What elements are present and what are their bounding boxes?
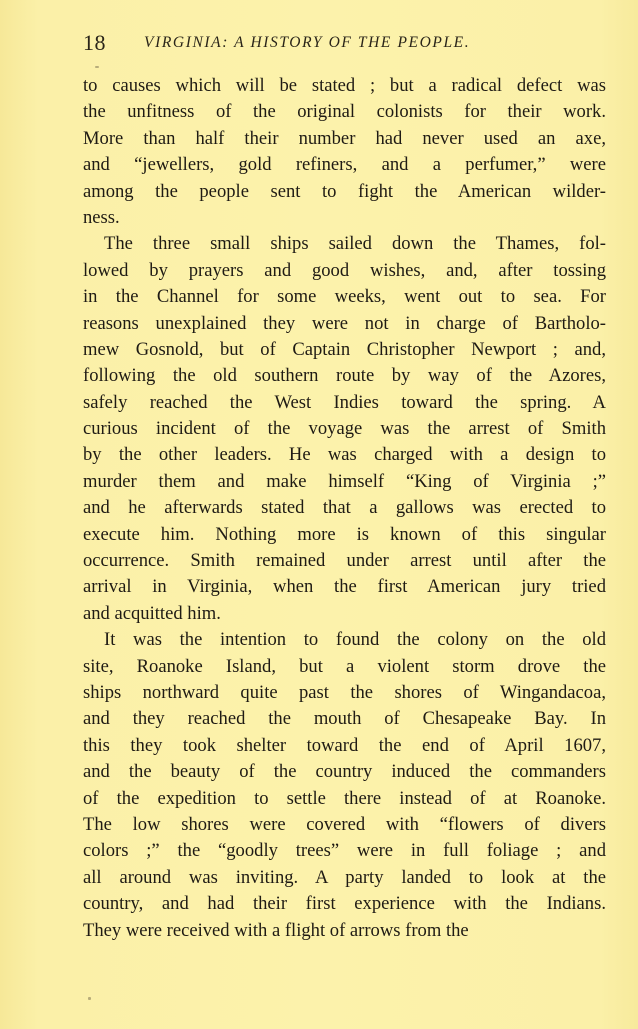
text-line: by the other leaders. He was charged with a design to [83, 444, 606, 466]
text-line: curious incident of the voyage was the arrest of Smith [83, 418, 606, 440]
page-header [83, 30, 553, 60]
text-line: this they took shelter toward the end of April 1607, [83, 734, 606, 756]
text-line: and he afterwards stated that a gallows was erected to [83, 497, 606, 519]
text-line: and “jewellers, gold refiners, and a perfumer,” were [83, 154, 606, 176]
text-line: and the beauty of the country induced the commanders [83, 761, 606, 783]
paragraph [83, 231, 606, 627]
text-line: lowed by prayers and good wishes, and, after tossing [83, 259, 606, 281]
paper-speck [88, 997, 91, 1000]
text-line: to causes which will be stated ; but a radical defect was [83, 75, 606, 96]
text-line: the unfitness of the original colonists for their work. [83, 101, 606, 123]
paper-speck [95, 66, 99, 68]
text-line: arrival in Virginia, when the first American jury tried [83, 576, 606, 598]
text-line: in the Channel for some weeks, went out to sea. For [83, 286, 606, 308]
text-line: colors ;” the “goodly trees” were in full foliage ; and [83, 840, 606, 862]
text-line: site, Roanoke Island, but a violent storm drove the [83, 655, 606, 677]
body-text [83, 73, 606, 944]
text-line: execute him. Nothing more is known of this singular [83, 523, 606, 545]
text-line: ships northward quite past the shores of Wingandacoa, [83, 681, 606, 703]
text-line: They were received with a flight of arrows from the [83, 919, 469, 941]
text-line: It was the intention to found the colony on the old [104, 629, 606, 651]
paragraph [83, 627, 606, 944]
running-title: VIRGINIA: A HISTORY OF THE PEOPLE. [144, 34, 471, 51]
paragraph [83, 73, 606, 231]
text-line: murder them and make himself “King of Virginia ;” [83, 470, 606, 492]
page-number: 18 [83, 30, 106, 55]
text-line: The three small ships sailed down the Thames, fol- [104, 233, 606, 255]
text-line: occurrence. Smith remained under arrest until after the [83, 550, 606, 572]
text-line: reasons unexplained they were not in charge of Bartholo- [83, 312, 606, 334]
text-line: among the people sent to fight the American wilder- [83, 180, 606, 202]
text-line: safely reached the West Indies toward the spring. A [83, 391, 606, 413]
text-line: following the old southern route by way of the Azores, [83, 365, 606, 387]
text-line: all around was inviting. A party landed to look at the [83, 866, 606, 888]
text-line: mew Gosnold, but of Captain Christopher Newport ; and, [83, 338, 606, 360]
text-line: and acquitted him. [83, 602, 221, 624]
text-line: ness. [83, 206, 120, 228]
text-line: country, and had their first experience with the Indians. [83, 893, 606, 915]
text-line: The low shores were covered with “flowers of divers [83, 813, 606, 835]
text-line: More than half their number had never used an axe, [83, 127, 606, 149]
text-line: and they reached the mouth of Chesapeake Bay. In [83, 708, 606, 730]
text-line: of the expedition to settle there instead of at Roanoke. [83, 787, 606, 809]
